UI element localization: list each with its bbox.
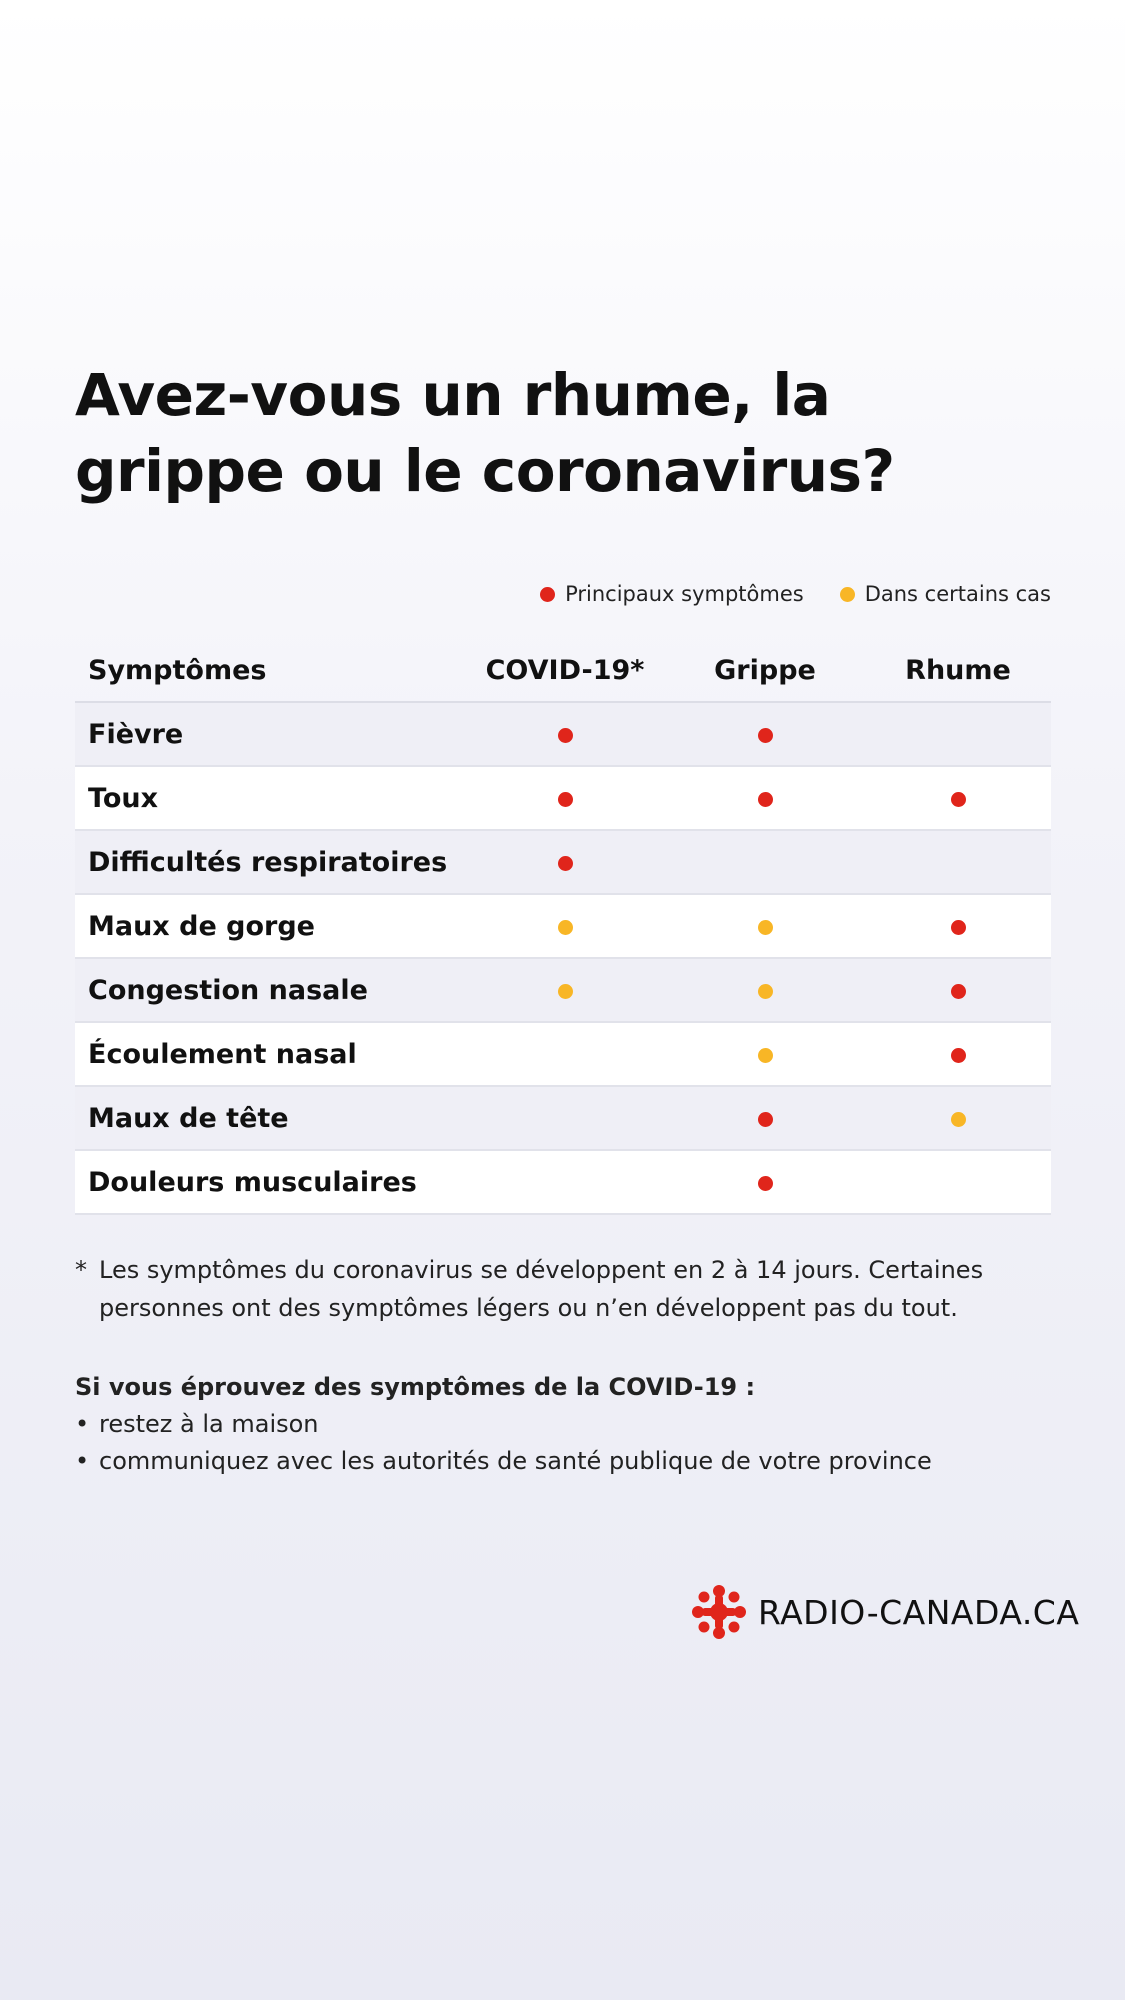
red-dot-icon (758, 1176, 773, 1191)
legend-label-some: Dans certains cas (864, 582, 1051, 606)
yellow-dot-icon (758, 920, 773, 935)
advice-item-text: communiquez avec les autorités de santé publique de votre province (99, 1447, 932, 1475)
red-dot-icon (558, 728, 573, 743)
bullet-icon: • (75, 1447, 90, 1475)
cell-covid (465, 894, 665, 958)
symptom-label: Douleurs musculaires (88, 1166, 417, 1198)
footnote-text: Les symptômes du coronavirus se développent en 2 à 14 jours. Certaines personnes ont des symptômes légers ou n’en développent pas du tout. (99, 1256, 984, 1322)
red-dot-icon (758, 1112, 773, 1127)
cell-flu (665, 1086, 865, 1150)
symptom-label: Maux de gorge (88, 910, 315, 942)
yellow-dot-icon (840, 587, 855, 602)
cell-cold (865, 1150, 1051, 1214)
red-dot-icon (540, 587, 555, 602)
list-item (75, 1406, 1051, 1443)
cell-covid (465, 1086, 665, 1150)
advice-item-text: restez à la maison (99, 1410, 319, 1438)
cell-covid (465, 958, 665, 1022)
symptom-label: Difficultés respiratoires (88, 846, 448, 878)
cell-cold (865, 894, 1051, 958)
yellow-dot-icon (951, 1112, 966, 1127)
legend-item-some (840, 582, 1051, 606)
cell-covid (465, 766, 665, 830)
yellow-dot-icon (558, 920, 573, 935)
cell-flu (665, 702, 865, 766)
cell-cold (865, 830, 1051, 894)
cell-cold (865, 702, 1051, 766)
cell-covid (465, 1150, 665, 1214)
table-row (75, 958, 1051, 1022)
symptom-label: Congestion nasale (88, 974, 368, 1006)
header-covid: COVID-19* (465, 639, 665, 702)
cell-flu (665, 958, 865, 1022)
yellow-dot-icon (758, 984, 773, 999)
advice-title: Si vous éprouvez des symptômes de la COVID-19 : (75, 1373, 756, 1401)
symptom-label: Toux (88, 782, 159, 814)
symptom-label: Écoulement nasal (88, 1038, 357, 1070)
cell-flu (665, 1022, 865, 1086)
table-row (75, 702, 1051, 766)
symptom-label: Fièvre (88, 718, 184, 750)
header-cold: Rhume (865, 639, 1051, 702)
table-row (75, 766, 1051, 830)
footnote-marker: * (75, 1256, 87, 1284)
cell-cold (865, 766, 1051, 830)
red-dot-icon (951, 984, 966, 999)
red-dot-icon (951, 920, 966, 935)
red-dot-icon (758, 792, 773, 807)
advice-list (75, 1406, 1051, 1480)
red-dot-icon (951, 792, 966, 807)
table-row (75, 830, 1051, 894)
brand-text: RADIO-CANADA.CA (758, 1592, 1080, 1632)
legend (75, 579, 1051, 609)
legend-item-main (540, 582, 804, 606)
table-body (75, 702, 1051, 1214)
table-row (75, 1022, 1051, 1086)
infographic (75, 357, 1051, 1480)
list-item (75, 1443, 1051, 1480)
cell-cold (865, 958, 1051, 1022)
radio-canada-logo-icon (690, 1583, 748, 1641)
table-row (75, 1086, 1051, 1150)
symptoms-table (75, 639, 1051, 1215)
advice-block (75, 1369, 1051, 1480)
footnote (75, 1251, 1051, 1327)
red-dot-icon (558, 856, 573, 871)
table-header-row (75, 639, 1051, 702)
cell-flu (665, 766, 865, 830)
symptom-label: Maux de tête (88, 1102, 289, 1134)
header-symptoms: Symptômes (75, 639, 465, 702)
cell-flu (665, 1150, 865, 1214)
page-title: Avez-vous un rhume, la grippe ou le coronavirus? (75, 361, 895, 505)
header-flu: Grippe (665, 639, 865, 702)
cell-cold (865, 1086, 1051, 1150)
brand-logo (690, 1583, 1079, 1641)
cell-covid (465, 1022, 665, 1086)
table-row (75, 1150, 1051, 1214)
cell-cold (865, 1022, 1051, 1086)
red-dot-icon (558, 792, 573, 807)
cell-covid (465, 702, 665, 766)
yellow-dot-icon (758, 1048, 773, 1063)
table-row (75, 894, 1051, 958)
cell-covid (465, 830, 665, 894)
red-dot-icon (758, 728, 773, 743)
legend-label-main: Principaux symptômes (565, 582, 804, 606)
bullet-icon: • (75, 1410, 90, 1438)
cell-flu (665, 830, 865, 894)
cell-flu (665, 894, 865, 958)
yellow-dot-icon (558, 984, 573, 999)
red-dot-icon (951, 1048, 966, 1063)
